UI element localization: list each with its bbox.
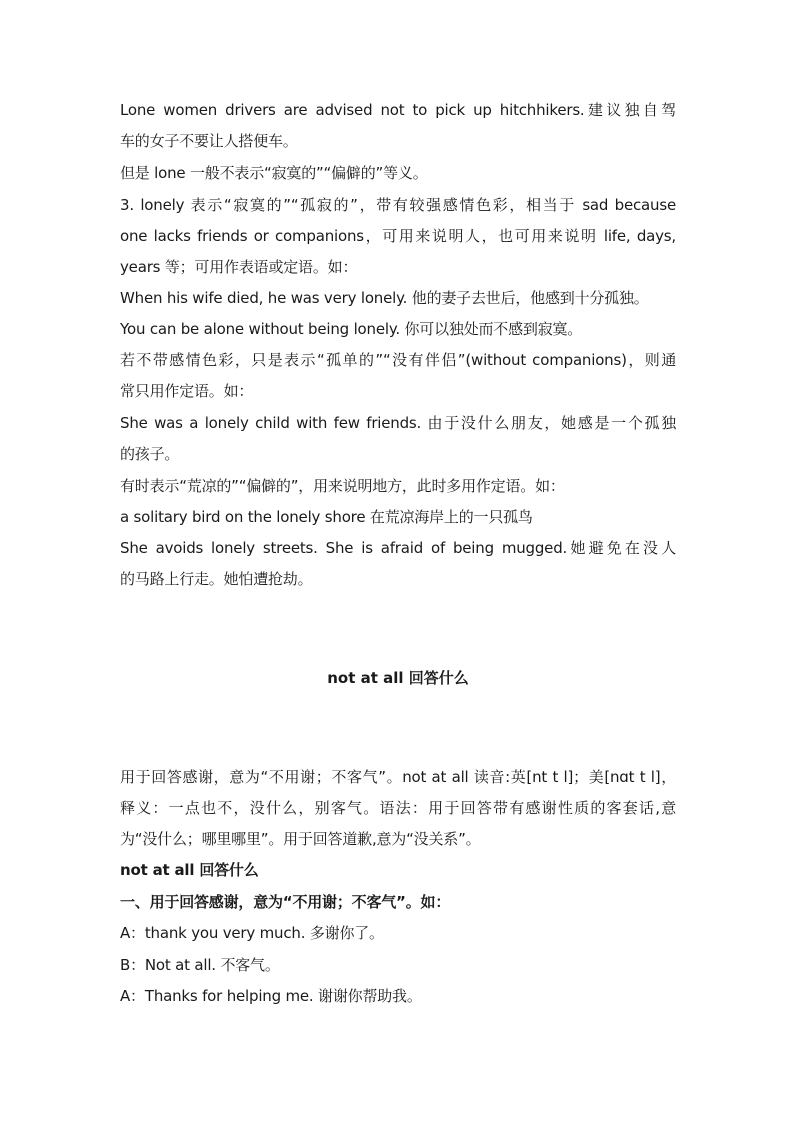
paragraph-line: years 等；可用作表语或定语。如： (120, 258, 358, 276)
paragraph-line: 3. lonely 表示“寂寞的”“孤寂的”，带有较强感情色彩，相当于 sad because (120, 196, 676, 214)
paragraph-line: When his wife died, he was very lonely. 他的妻子去世后，他感到十分孤独。 (120, 289, 649, 307)
paragraph-line: 常只用作定语。如： (120, 382, 254, 400)
paragraph-line: She was a lonely child with few friends. 由于没什么朋友，她感是一个孤独 (120, 414, 676, 432)
paragraph-line: She avoids lonely streets. She is afraid of being mugged.她避免在没人 (120, 539, 676, 557)
paragraph-line: 的孩子。 (120, 445, 180, 463)
paragraph-line: 用于回答感谢，意为“不用谢；不客气”。not at all 读音:英[nt t l]；美[nɑt t l]， (120, 768, 676, 786)
paragraph-line: 车的女子不要让人搭便车。 (120, 132, 298, 150)
paragraph-line: a solitary bird on the lonely shore 在荒凉海岸上的一只孤鸟 (120, 508, 533, 526)
subheading: 一、用于回答感谢，意为“不用谢；不客气”。如： (120, 893, 451, 911)
paragraph-line: 的马路上行走。她怕遭抢劫。 (120, 570, 313, 588)
paragraph-line: 若不带感情色彩，只是表示“孤单的”“没有伴侣”(without companions)，则通 (120, 351, 676, 369)
paragraph-line: Lone women drivers are advised not to pick up hitchhikers.建议独自驾 (120, 101, 676, 119)
paragraph-line: 有时表示“荒凉的”“偏僻的”，用来说明地方，此时多用作定语。如： (120, 477, 565, 495)
paragraph-line: You can be alone without being lonely. 你可以独处而不感到寂寞。 (120, 320, 583, 338)
dialogue-line: B：Not at all. 不客气。 (120, 956, 280, 974)
paragraph-line: one lacks friends or companions，可用来说明人，也可用来说明 life, days, (120, 227, 676, 245)
paragraph-line: 但是 lone 一般不表示“寂寞的”“偏僻的”等义。 (120, 164, 428, 182)
subheading: not at all 回答什么 (120, 861, 259, 879)
dialogue-line: A：thank you very much. 多谢你了。 (120, 924, 384, 942)
paragraph-line: 为“没什么；哪里哪里”。用于回答道歉,意为“没关系”。 (120, 830, 481, 848)
section-title: not at all 回答什么 (327, 669, 469, 687)
paragraph-line: 释义：一点也不，没什么，别客气。语法：用于回答带有感谢性质的客套话,意 (120, 799, 676, 817)
dialogue-line: A：Thanks for helping me. 谢谢你帮助我。 (120, 987, 422, 1005)
